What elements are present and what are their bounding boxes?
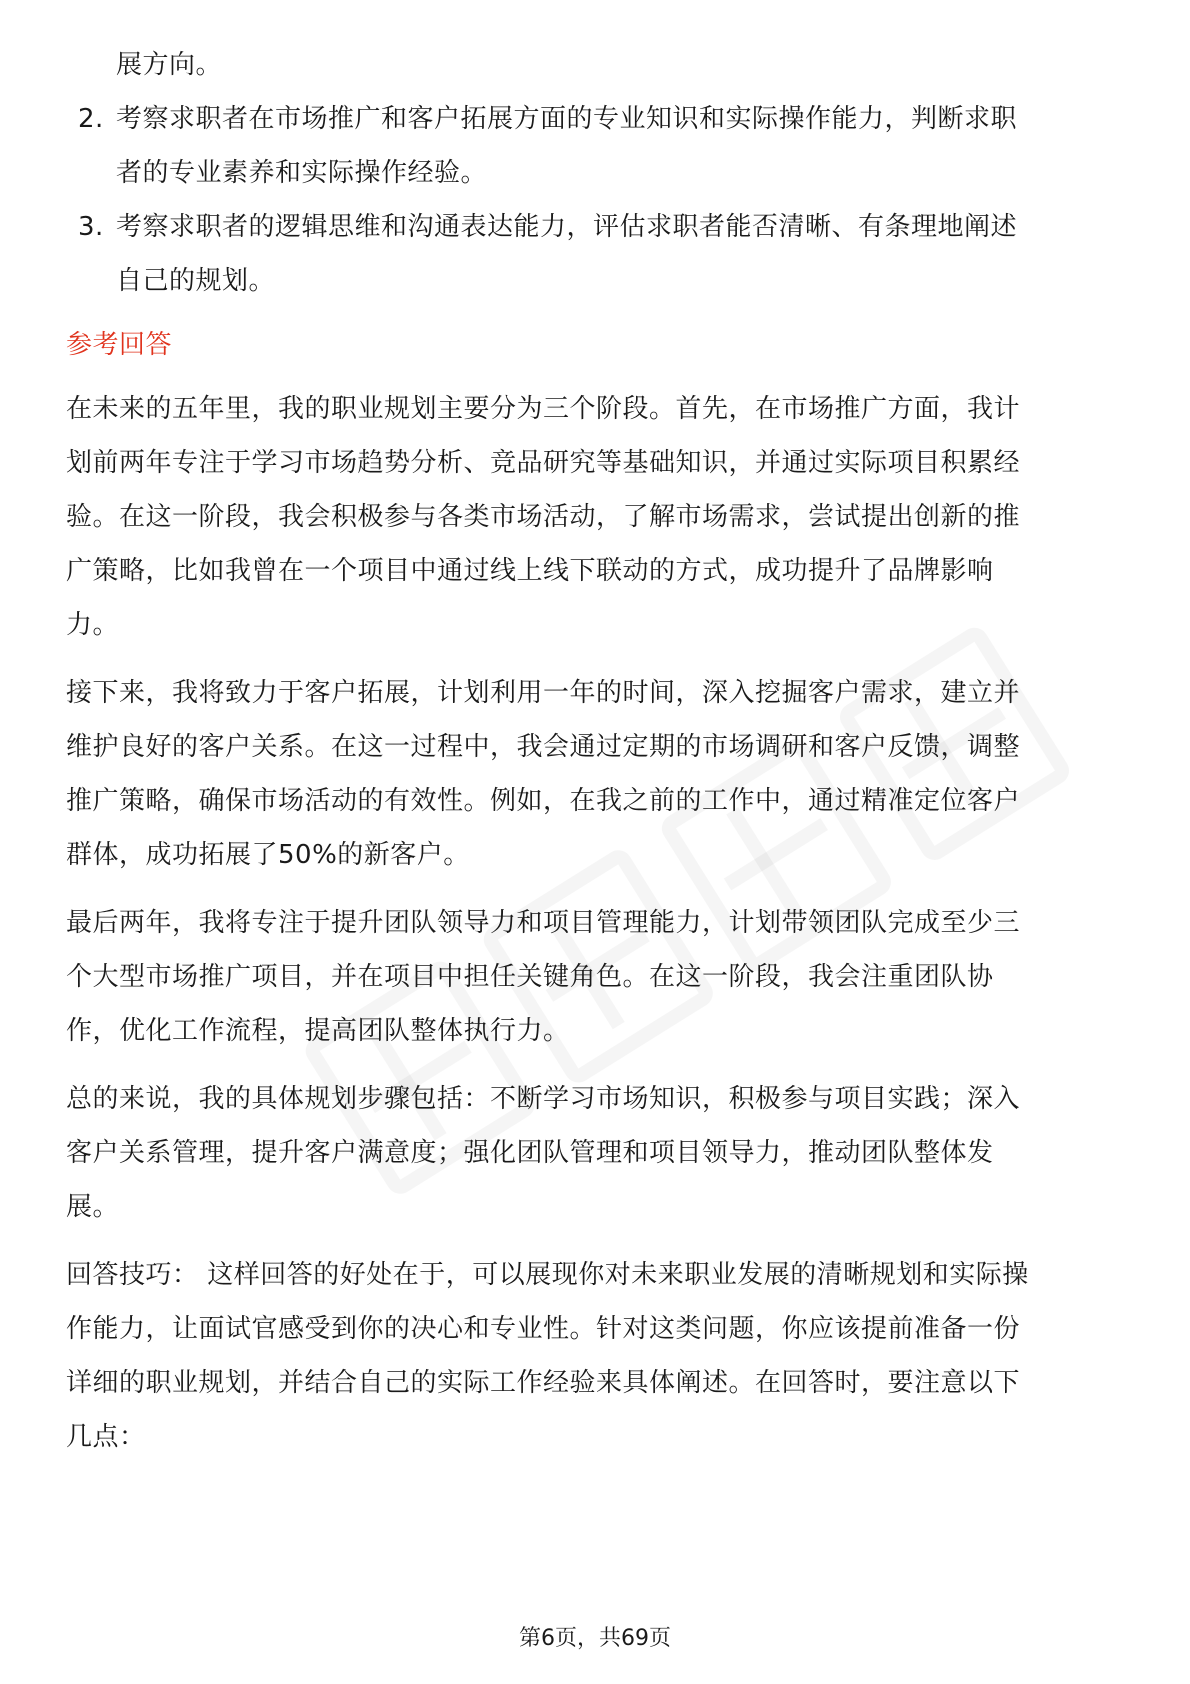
page-number: 第6页，共69页 xyxy=(519,1626,671,1651)
text-line: 几点： xyxy=(66,1422,146,1452)
text-line: 最后两年，我将专注于提升团队领导力和项目管理能力，计划带领团队完成至少三 xyxy=(66,908,1021,938)
text-line: 自己的规划。 xyxy=(116,266,276,296)
assessment-list xyxy=(66,92,1126,308)
text-line: 作，优化工作流程，提高团队整体执行力。 xyxy=(66,1016,570,1046)
list-item-text xyxy=(116,200,1017,308)
text-line: 维护良好的客户关系。在这一过程中，我会通过定期的市场调研和客户反馈，调整 xyxy=(66,732,1021,762)
paragraph xyxy=(66,382,1126,652)
text-line: 在未来的五年里，我的职业规划主要分为三个阶段。首先，在市场推广方面，我计 xyxy=(66,394,1021,424)
text-line: 个大型市场推广项目，并在项目中担任关键角色。在这一阶段，我会注重团队协 xyxy=(66,962,994,992)
text-line: 群体，成功拓展了50%的新客户。 xyxy=(66,840,470,870)
text-line: 回答技巧： 这样回答的好处在于，可以展现你对未来职业发展的清晰规划和实际操 xyxy=(66,1260,1029,1290)
text-line: 考察求职者的逻辑思维和沟通表达能力，评估求职者能否清晰、有条理地阐述 xyxy=(116,212,1018,242)
text-line: 验。在这一阶段，我会积极参与各类市场活动，了解市场需求，尝试提出创新的推 xyxy=(66,502,1021,532)
list-item xyxy=(66,92,1126,200)
text-line: 详细的职业规划，并结合自己的实际工作经验来具体阐述。在回答时，要注意以下 xyxy=(66,1368,1021,1398)
list-item-number: 2. xyxy=(78,104,104,134)
text-line: 考察求职者在市场推广和客户拓展方面的专业知识和实际操作能力，判断求职 xyxy=(116,104,1018,134)
text-line: 者的专业素养和实际操作经验。 xyxy=(116,158,488,188)
paragraph xyxy=(66,1248,1126,1464)
list-item-number: 3. xyxy=(78,212,104,242)
text-line: 广策略，比如我曾在一个项目中通过线上线下联动的方式，成功提升了品牌影响 xyxy=(66,556,994,586)
text-line: 客户关系管理，提升客户满意度；强化团队管理和项目领导力，推动团队整体发 xyxy=(66,1138,994,1168)
paragraph xyxy=(66,666,1126,882)
text-line: 接下来，我将致力于客户拓展，计划利用一年的时间，深入挖掘客户需求，建立并 xyxy=(66,678,1021,708)
text-line: 力。 xyxy=(66,610,120,640)
list-continuation: 展方向。 xyxy=(116,50,223,80)
text-line: 推广策略，确保市场活动的有效性。例如，在我之前的工作中，通过精准定位客户 xyxy=(66,786,1021,816)
answer-heading: 参考回答 xyxy=(66,330,173,360)
paragraph xyxy=(66,896,1126,1058)
text-line: 划前两年专注于学习市场趋势分析、竞品研究等基础知识，并通过实际项目积累经 xyxy=(66,448,1021,478)
list-item-text xyxy=(116,92,1017,200)
list-item xyxy=(66,200,1126,308)
paragraph xyxy=(66,1072,1126,1234)
text-line: 总的来说，我的具体规划步骤包括：不断学习市场知识，积极参与项目实践；深入 xyxy=(66,1084,1021,1114)
document-body xyxy=(66,38,1126,1464)
text-line: 作能力，让面试官感受到你的决心和专业性。针对这类问题，你应该提前准备一份 xyxy=(66,1314,1021,1344)
text-line: 展。 xyxy=(66,1192,120,1222)
